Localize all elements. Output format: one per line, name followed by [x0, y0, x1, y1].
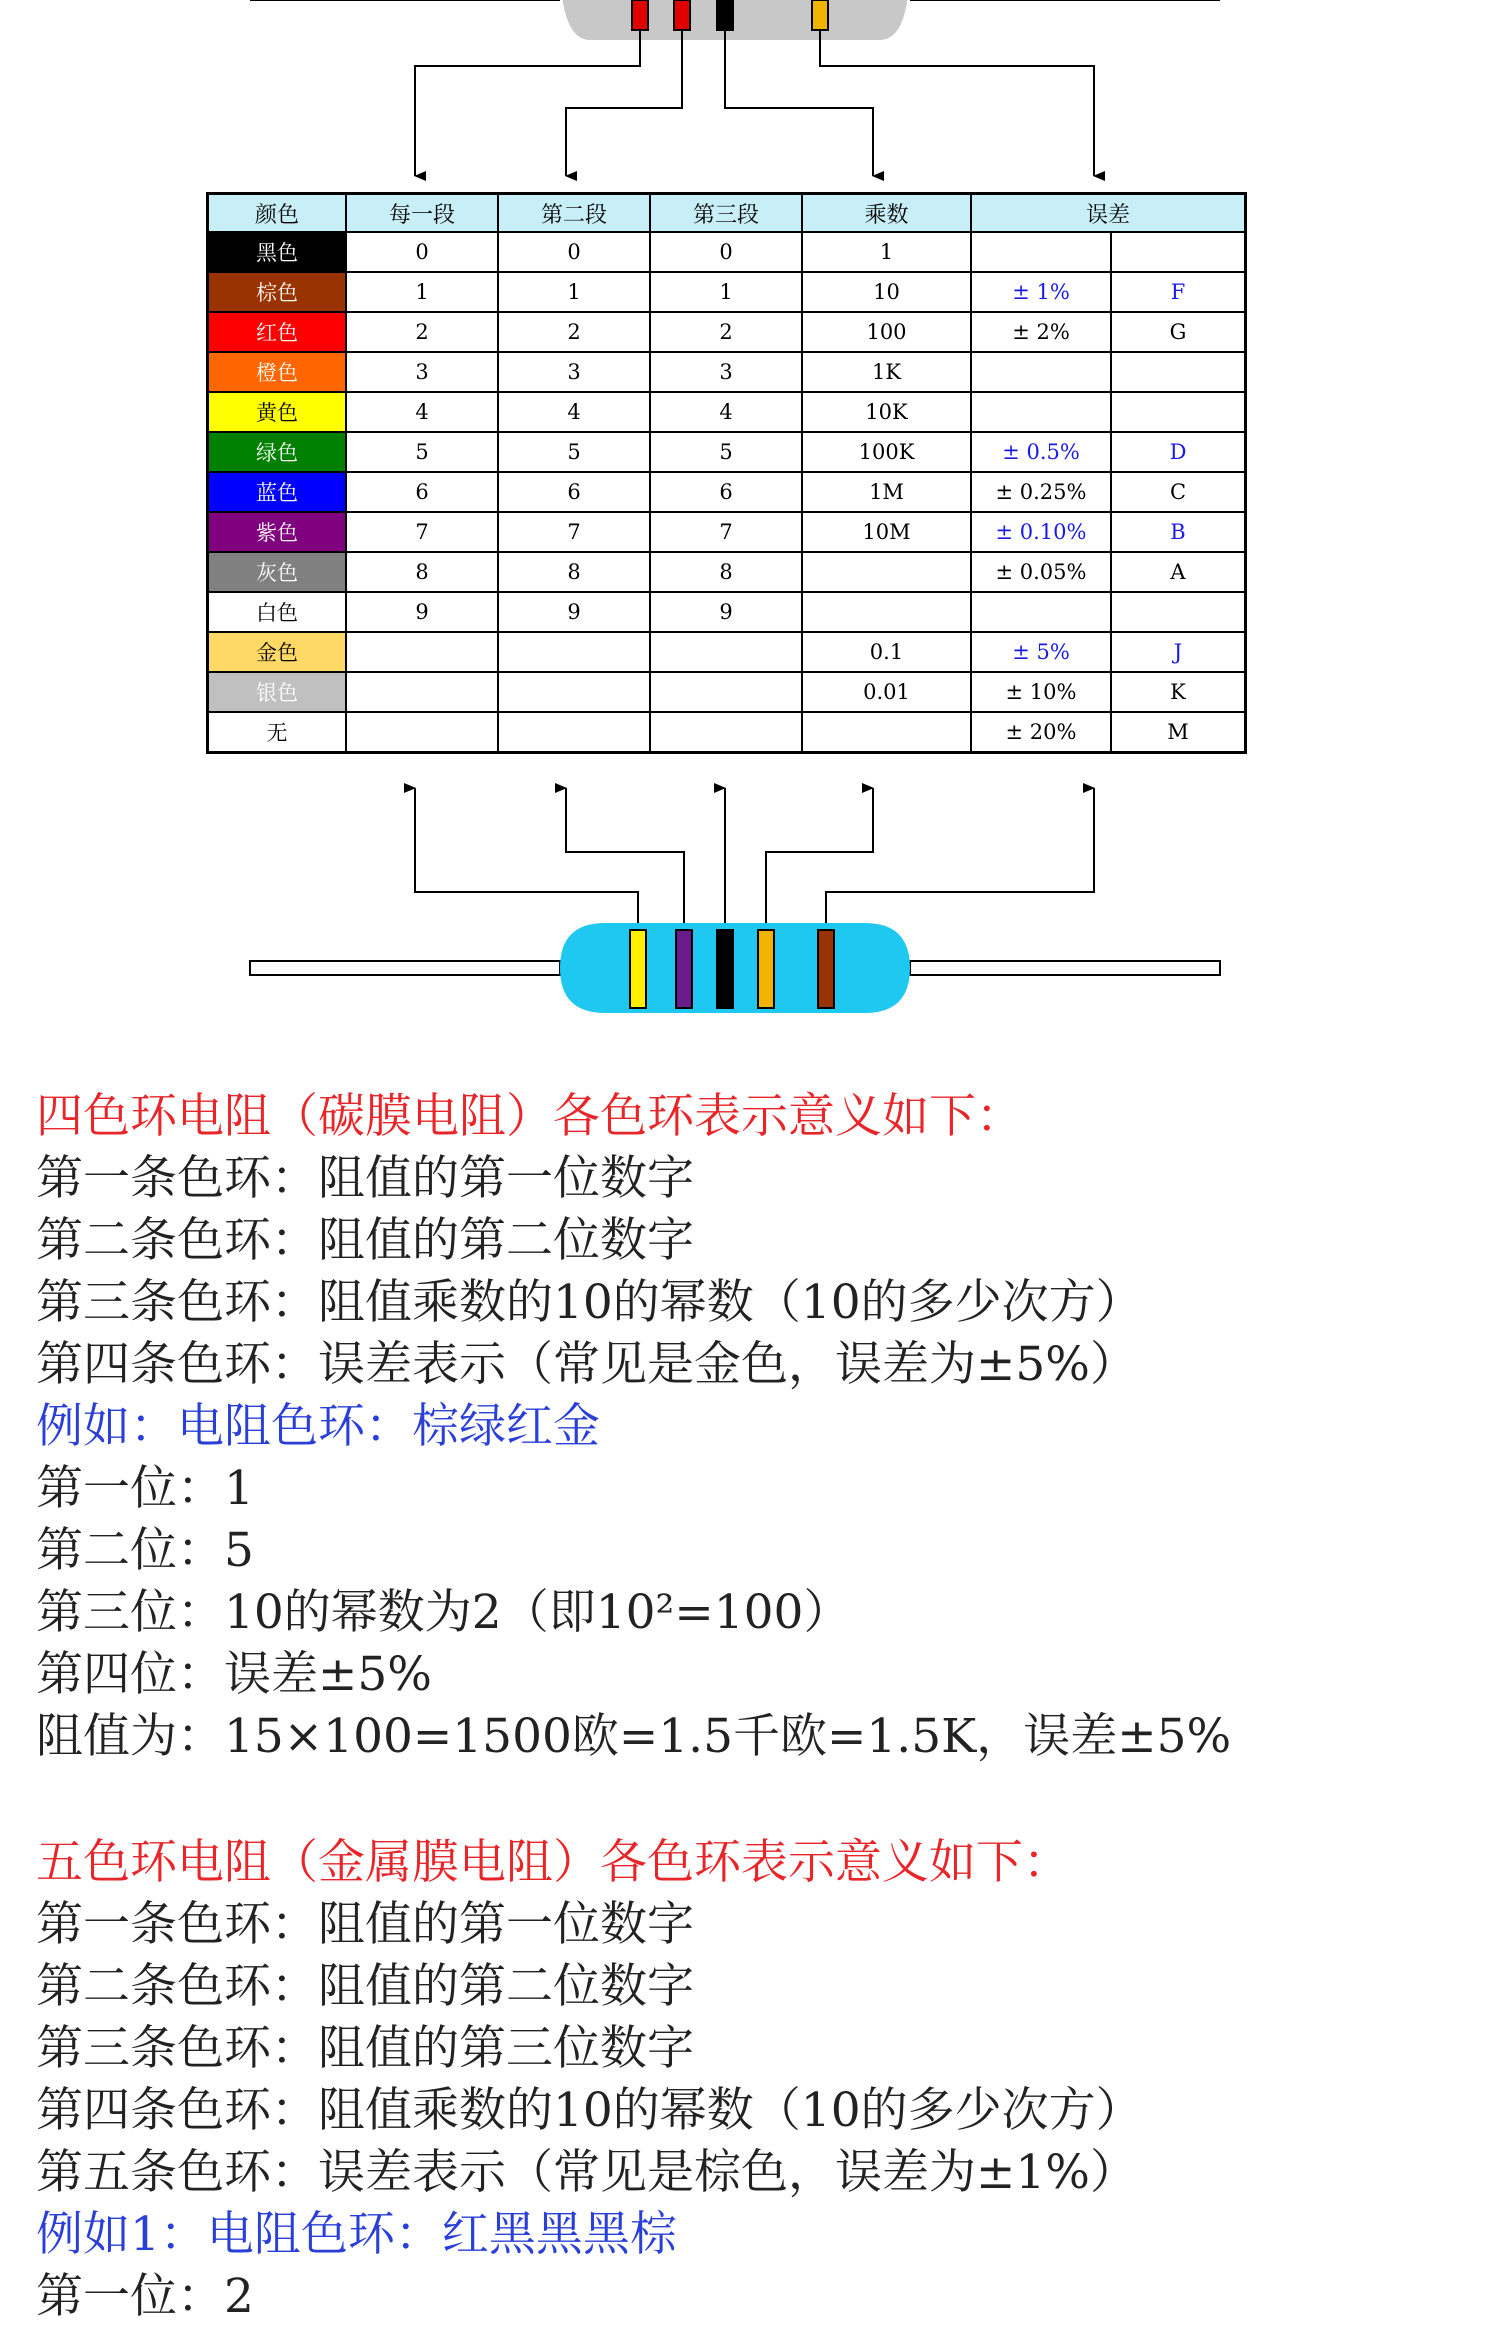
- top-connector-lines: [415, 30, 1094, 176]
- table-row: [208, 392, 1246, 432]
- second-digit-cell: 9: [498, 592, 650, 632]
- header-first-digit: 每一段: [346, 194, 498, 233]
- third-digit-cell: 7: [650, 512, 802, 552]
- color-name-cell: 白色: [208, 592, 347, 632]
- multiplier-cell: 1K: [802, 352, 971, 392]
- bottom-connector-lines: [415, 788, 1094, 930]
- header-tolerance: 误差: [971, 194, 1246, 233]
- color-name-cell: 绿色: [208, 432, 347, 472]
- tolerance-cell: [971, 392, 1111, 432]
- third-digit-cell: 0: [650, 232, 802, 272]
- tolerance-code-cell: A: [1111, 552, 1246, 592]
- tolerance-code-cell: [1111, 232, 1246, 272]
- first-digit-cell: 2: [346, 312, 498, 352]
- five-band-line: 第二条色环：阻值的第二位数字: [36, 1959, 694, 2014]
- table-header-row: [208, 194, 1246, 233]
- bottom-resistor-band: [676, 930, 692, 1008]
- tolerance-cell: ± 5%: [971, 632, 1111, 672]
- tolerance-code-cell: M: [1111, 712, 1246, 753]
- four-band-example-heading: 例如：电阻色环：棕绿红金: [36, 1399, 600, 1454]
- header-second-digit: 第二段: [498, 194, 650, 233]
- first-digit-cell: [346, 712, 498, 753]
- bottom-resistor-band: [818, 930, 834, 1008]
- tolerance-code-cell: [1111, 392, 1246, 432]
- second-digit-cell: 5: [498, 432, 650, 472]
- four-band-line: 第一条色环：阻值的第一位数字: [36, 1151, 694, 1206]
- second-digit-cell: 2: [498, 312, 650, 352]
- table-body: [208, 232, 1246, 753]
- five-band-line: 第三条色环：阻值的第三位数字: [36, 2021, 694, 2076]
- second-digit-cell: 1: [498, 272, 650, 312]
- color-name-cell: 金色: [208, 632, 347, 672]
- multiplier-cell: 1: [802, 232, 971, 272]
- resistor-color-code-diagram: [0, 0, 1500, 1030]
- tolerance-cell: ± 0.5%: [971, 432, 1111, 472]
- four-band-line: 第四条色环：误差表示（常见是金色，误差为±5%）: [36, 1337, 1137, 1392]
- third-digit-cell: 1: [650, 272, 802, 312]
- tolerance-cell: ± 2%: [971, 312, 1111, 352]
- tolerance-cell: ± 1%: [971, 272, 1111, 312]
- third-digit-cell: [650, 712, 802, 753]
- five-band-example-heading: 例如1：电阻色环：红黑黑黑棕: [36, 2207, 677, 2262]
- first-digit-cell: 7: [346, 512, 498, 552]
- first-digit-cell: [346, 632, 498, 672]
- tolerance-cell: ± 10%: [971, 672, 1111, 712]
- explanation-text: [36, 1086, 1476, 2328]
- tolerance-code-cell: B: [1111, 512, 1246, 552]
- top-resistor-band: [632, 0, 648, 30]
- four-band-line: 第三条色环：阻值乘数的10的幂数（10的多少次方）: [36, 1275, 1143, 1330]
- second-digit-cell: 7: [498, 512, 650, 552]
- multiplier-cell: 1M: [802, 472, 971, 512]
- tolerance-cell: ± 0.25%: [971, 472, 1111, 512]
- color-name-cell: 橙色: [208, 352, 347, 392]
- multiplier-cell: [802, 592, 971, 632]
- tolerance-cell: [971, 592, 1111, 632]
- table-row: [208, 712, 1246, 753]
- second-digit-cell: 3: [498, 352, 650, 392]
- second-digit-cell: 4: [498, 392, 650, 432]
- table-row: [208, 512, 1246, 552]
- table-row: [208, 272, 1246, 312]
- top-resistor-band: [674, 0, 690, 30]
- tolerance-code-cell: [1111, 592, 1246, 632]
- third-digit-cell: 3: [650, 352, 802, 392]
- four-band-example-line: 第二位：5: [36, 1523, 254, 1578]
- table-row: [208, 552, 1246, 592]
- bottom-resistor-band: [758, 930, 774, 1008]
- table-row: [208, 232, 1246, 272]
- tolerance-cell: [971, 352, 1111, 392]
- color-name-cell: 黄色: [208, 392, 347, 432]
- tolerance-code-cell: K: [1111, 672, 1246, 712]
- multiplier-cell: [802, 712, 971, 753]
- third-digit-cell: 8: [650, 552, 802, 592]
- first-digit-cell: 3: [346, 352, 498, 392]
- five-band-line: 第五条色环：误差表示（常见是棕色，误差为±1%）: [36, 2145, 1137, 2200]
- top-resistor-band: [717, 0, 733, 30]
- second-digit-cell: [498, 712, 650, 753]
- first-digit-cell: 9: [346, 592, 498, 632]
- four-band-example-line: 第一位：1: [36, 1461, 254, 1516]
- third-digit-cell: [650, 672, 802, 712]
- multiplier-cell: 10: [802, 272, 971, 312]
- bottom-resistor-band: [717, 930, 733, 1008]
- first-digit-cell: 0: [346, 232, 498, 272]
- five-band-line: 第四条色环：阻值乘数的10的幂数（10的多少次方）: [36, 2083, 1143, 2138]
- table-row: [208, 472, 1246, 512]
- header-third-digit: 第三段: [650, 194, 802, 233]
- tolerance-cell: ± 0.05%: [971, 552, 1111, 592]
- section-spacer: [36, 1768, 1476, 1832]
- bottom-resistor: [250, 923, 1220, 1013]
- multiplier-cell: 10M: [802, 512, 971, 552]
- second-digit-cell: 0: [498, 232, 650, 272]
- tolerance-cell: ± 0.10%: [971, 512, 1111, 552]
- four-band-heading: 四色环电阻（碳膜电阻）各色环表示意义如下：: [36, 1089, 1023, 1144]
- third-digit-cell: 2: [650, 312, 802, 352]
- multiplier-cell: 0.1: [802, 632, 971, 672]
- multiplier-cell: 0.01: [802, 672, 971, 712]
- second-digit-cell: [498, 632, 650, 672]
- third-digit-cell: 6: [650, 472, 802, 512]
- multiplier-cell: 100: [802, 312, 971, 352]
- table-row: [208, 672, 1246, 712]
- color-name-cell: 红色: [208, 312, 347, 352]
- tolerance-code-cell: F: [1111, 272, 1246, 312]
- color-name-cell: 棕色: [208, 272, 347, 312]
- third-digit-cell: 9: [650, 592, 802, 632]
- first-digit-cell: [346, 672, 498, 712]
- second-digit-cell: 6: [498, 472, 650, 512]
- header-multiplier: 乘数: [802, 194, 971, 233]
- tolerance-cell: ± 20%: [971, 712, 1111, 753]
- four-band-example-result: 阻值为：15×100=1500欧=1.5千欧=1.5K，误差±5%: [36, 1709, 1232, 1764]
- third-digit-cell: 4: [650, 392, 802, 432]
- tolerance-code-cell: [1111, 352, 1246, 392]
- first-digit-cell: 8: [346, 552, 498, 592]
- header-color: 颜色: [208, 194, 347, 233]
- tolerance-code-cell: J: [1111, 632, 1246, 672]
- color-name-cell: 紫色: [208, 512, 347, 552]
- third-digit-cell: [650, 632, 802, 672]
- top-resistor: [250, 0, 1220, 40]
- tolerance-code-cell: C: [1111, 472, 1246, 512]
- tolerance-code-cell: D: [1111, 432, 1246, 472]
- table-row: [208, 352, 1246, 392]
- first-digit-cell: 6: [346, 472, 498, 512]
- tolerance-code-cell: G: [1111, 312, 1246, 352]
- tolerance-cell: [971, 232, 1111, 272]
- five-band-heading: 五色环电阻（金属膜电阻）各色环表示意义如下：: [36, 1835, 1070, 1890]
- second-digit-cell: 8: [498, 552, 650, 592]
- color-name-cell: 银色: [208, 672, 347, 712]
- color-name-cell: 黑色: [208, 232, 347, 272]
- color-name-cell: 无: [208, 712, 347, 753]
- multiplier-cell: 100K: [802, 432, 971, 472]
- five-band-line: 第一条色环：阻值的第一位数字: [36, 1897, 694, 1952]
- table-row: [208, 632, 1246, 672]
- second-digit-cell: [498, 672, 650, 712]
- multiplier-cell: [802, 552, 971, 592]
- first-digit-cell: 4: [346, 392, 498, 432]
- top-resistor-band: [812, 0, 828, 30]
- third-digit-cell: 5: [650, 432, 802, 472]
- color-name-cell: 蓝色: [208, 472, 347, 512]
- first-digit-cell: 1: [346, 272, 498, 312]
- table-row: [208, 432, 1246, 472]
- table-row: [208, 312, 1246, 352]
- multiplier-cell: 10K: [802, 392, 971, 432]
- bottom-resistor-band: [630, 930, 646, 1008]
- four-band-example-line: 第四位：误差±5%: [36, 1647, 432, 1702]
- color-code-table: [206, 192, 1247, 754]
- five-band-example-line: 第一位：2: [36, 2269, 254, 2324]
- first-digit-cell: 5: [346, 432, 498, 472]
- four-band-example-line: 第三位：10的幂数为2（即10²=100）: [36, 1585, 851, 1640]
- table-row: [208, 592, 1246, 632]
- four-band-line: 第二条色环：阻值的第二位数字: [36, 1213, 694, 1268]
- color-name-cell: 灰色: [208, 552, 347, 592]
